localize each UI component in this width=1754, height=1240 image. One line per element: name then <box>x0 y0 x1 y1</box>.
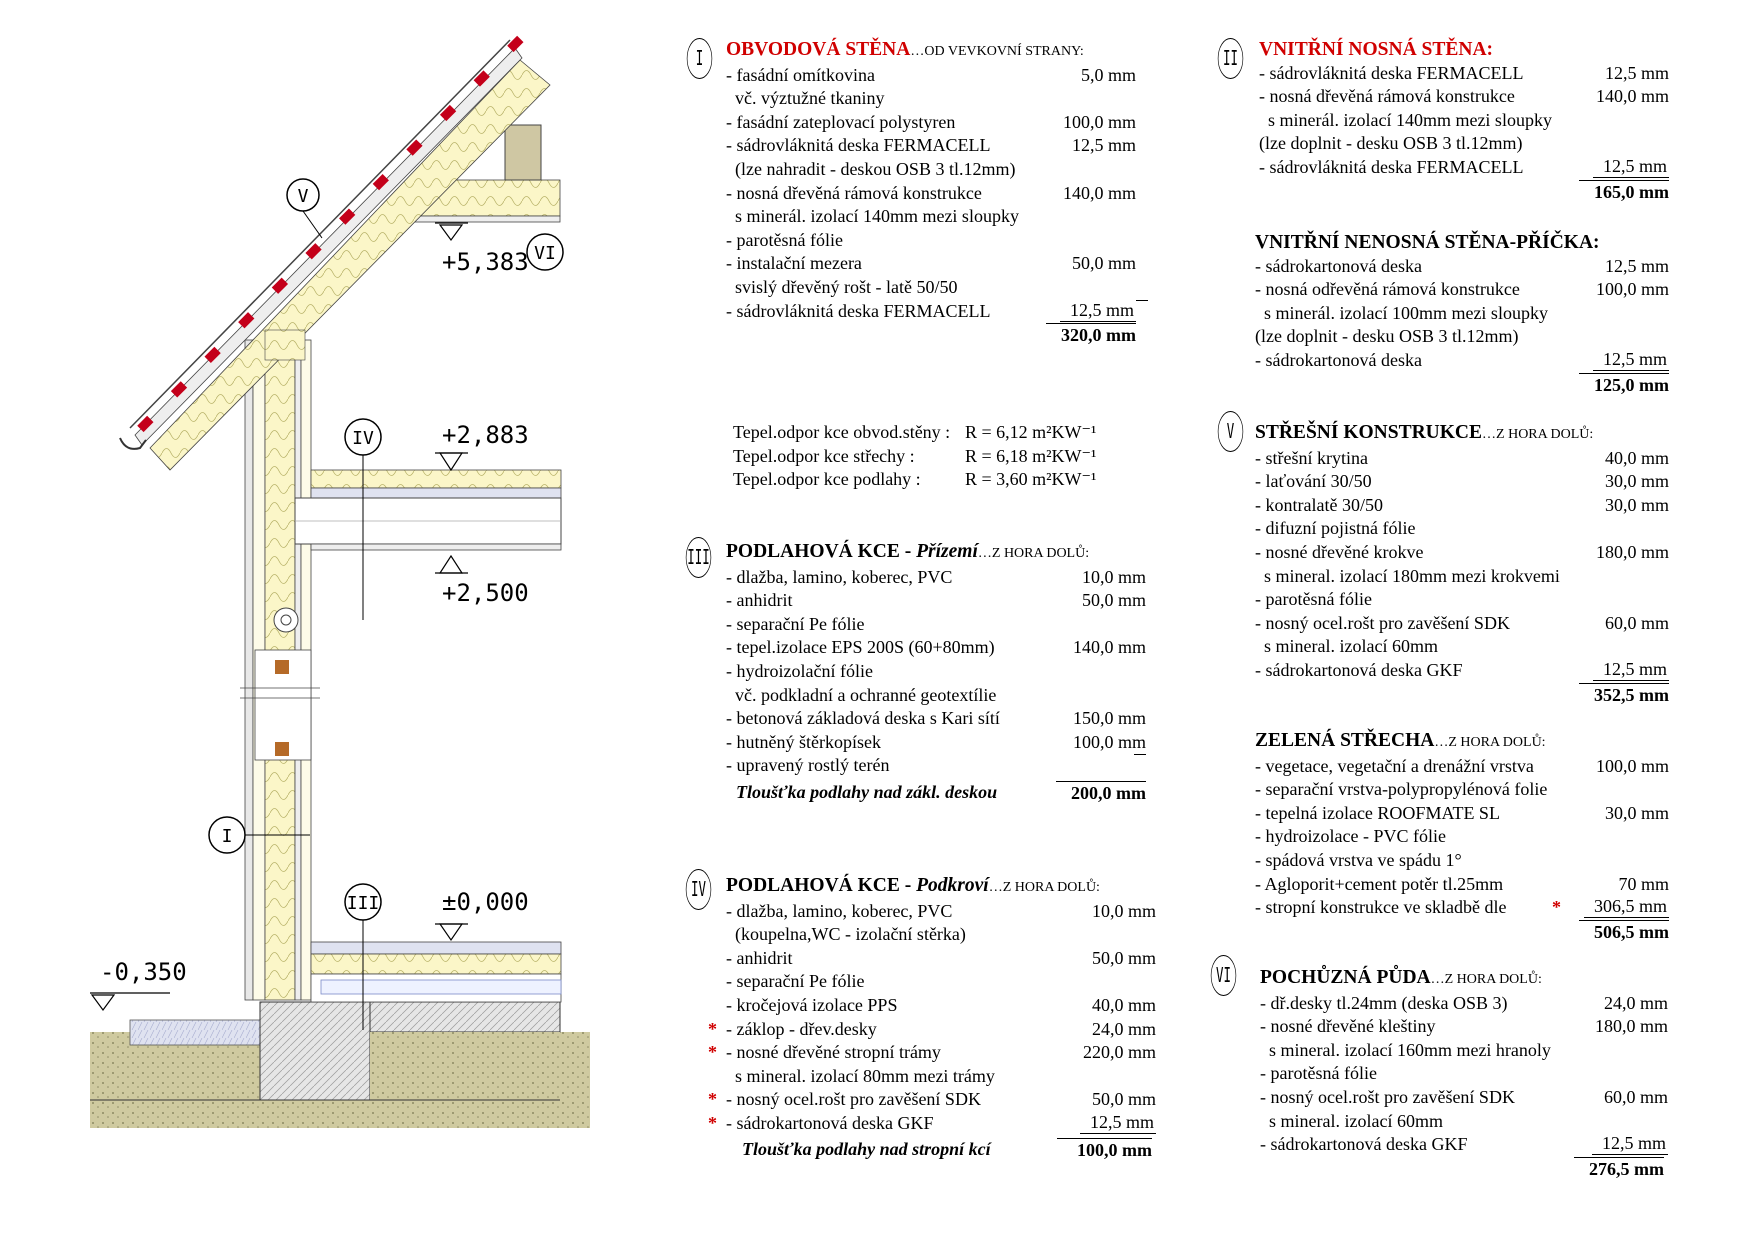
total-row: 506,5 mm <box>1255 920 1679 944</box>
layer-name: - nosná dřevěná rámová konstrukce <box>726 182 982 203</box>
layer-thickness: 60,0 mm <box>1603 1086 1668 1107</box>
layer-name: - parotěsná fólie <box>1255 589 1372 610</box>
layer-thickness: 40,0 mm <box>1604 447 1669 468</box>
ground-floor-slab <box>311 942 561 1002</box>
layer-thickness: 306,5 mm <box>1584 896 1669 918</box>
layer-row <box>1259 85 1679 109</box>
layer-thickness: 40,0 mm <box>1091 994 1156 1015</box>
layer-thickness: 30,0 mm <box>1604 802 1669 823</box>
total-row: 276,5 mm <box>1260 1157 1678 1181</box>
layer-name: s minerál. izolací 140mm mezi sloupky <box>1259 109 1552 130</box>
note-asterisk: * <box>708 1089 717 1110</box>
layer-name: - sádrokartonová deska <box>1255 255 1422 276</box>
layer-row <box>708 1088 1166 1112</box>
layer-row <box>726 111 1146 135</box>
section-title: VNITŘNÍ NENOSNÁ STĚNA-PŘÍČKA: <box>1255 232 1600 253</box>
layer-thickness: 12,5 mm <box>1060 300 1136 322</box>
layer-thickness: 70 mm <box>1618 873 1669 894</box>
layer-thickness: 12,5 mm <box>1080 1112 1156 1134</box>
layer-name: - upravený rostlý terén <box>726 755 890 776</box>
layer-row <box>1255 255 1679 279</box>
layer-thickness: 10,0 mm <box>1091 900 1156 921</box>
layer-thickness: 30,0 mm <box>1604 471 1669 492</box>
section-title: PODLAHOVÁ KCE - Podkroví…Z HORA DOLŮ: <box>726 875 1100 896</box>
layer-row <box>726 613 1156 637</box>
svg-text:IV: IV <box>352 428 374 449</box>
svg-text:-0,350: -0,350 <box>100 958 187 986</box>
layer-thickness: 5,0 mm <box>1080 64 1136 85</box>
layer-thickness: 180,0 mm <box>1594 1016 1668 1037</box>
layer-name: - dlažba, lamino, koberec, PVC <box>726 566 953 587</box>
layer-thickness: 50,0 mm <box>1081 590 1146 611</box>
layer-thickness: 12,5 mm <box>1593 156 1669 178</box>
section-title: PODLAHOVÁ KCE - Přízemí…Z HORA DOLŮ: <box>726 541 1090 562</box>
layer-name: - separační Pe fólie <box>726 971 865 992</box>
layer-row <box>1255 470 1679 494</box>
layer-thickness: 50,0 mm <box>1091 1089 1156 1110</box>
section-roof <box>1255 421 1679 706</box>
layer-row <box>1259 132 1679 156</box>
layer-name: - anhidrit <box>726 590 793 611</box>
layer-thickness: 12,5 mm <box>1593 349 1669 371</box>
layer-name: - nosný ocel.rošt pro zavěšení SDK <box>1255 612 1510 633</box>
layer-name: - kročejová izolace PPS <box>726 994 898 1015</box>
layer-row <box>726 87 1146 111</box>
layer-row <box>726 276 1146 300</box>
layer-row <box>1255 302 1679 326</box>
level-0000 <box>435 888 529 940</box>
layer-row <box>726 660 1156 684</box>
layer-thickness: 24,0 mm <box>1603 992 1668 1013</box>
layer-thickness: 220,0 mm <box>1082 1042 1156 1063</box>
layer-row <box>1255 896 1679 920</box>
layer-name: - nosné dřevěné kleštiny <box>1260 1016 1436 1037</box>
layer-name: - nosné dřevěné stropní trámy <box>726 1042 941 1063</box>
ground <box>90 1002 590 1128</box>
layer-name: - kontralatě 30/50 <box>1255 494 1383 515</box>
layer-name: - sádrokartonová deska GKF <box>1255 659 1463 680</box>
layer-row <box>1255 494 1679 518</box>
layer-name: - anhidrit <box>726 947 793 968</box>
section-title: VNITŘNÍ NOSNÁ STĚNA: <box>1259 39 1494 60</box>
layer-name: - záklop - dřev.desky <box>726 1018 877 1039</box>
exterior-wall <box>240 340 320 1000</box>
level-5383 <box>435 223 529 276</box>
thermal-label: Tepel.odpor kce podlahy : <box>733 469 921 490</box>
layer-row <box>726 994 1166 1018</box>
layer-name: svislý dřevěný rošt - latě 50/50 <box>726 276 958 297</box>
layer-row <box>726 229 1146 253</box>
layer-name: - vegetace, vegetační a drenážní vrstva <box>1255 755 1534 776</box>
layer-row <box>1255 588 1679 612</box>
layer-name: - parotěsná fólie <box>726 229 843 250</box>
layer-thickness: 12,5 mm <box>1593 659 1669 681</box>
note-asterisk: * <box>708 1042 717 1063</box>
layer-row <box>726 707 1156 731</box>
layer-thickness <box>1134 754 1146 755</box>
section-drawing <box>90 30 670 1220</box>
layer-row <box>1255 325 1679 349</box>
layer-name: - sádrokartonová deska GKF <box>726 1112 934 1133</box>
svg-text:V: V <box>297 186 309 207</box>
layer-name: - dř.desky tl.24mm (deska OSB 3) <box>1260 992 1508 1013</box>
roof-tile <box>507 36 523 52</box>
layer-row <box>1255 349 1679 373</box>
section-II-marker: II <box>1218 38 1243 79</box>
layer-thickness: 140,0 mm <box>1062 182 1136 203</box>
layer-row <box>1260 1015 1678 1039</box>
layer-thickness: 100,0 mm <box>1595 279 1669 300</box>
upper-floor-slab <box>295 470 561 550</box>
layer-name: - parotěsná fólie <box>1260 1063 1377 1084</box>
layer-name: - nosný ocel.rošt pro zavěšení SDK <box>726 1089 981 1110</box>
layer-name: - spádová vrstva ve spádu 1° <box>1255 849 1462 870</box>
note-asterisk: * <box>1552 897 1561 918</box>
layer-row <box>726 134 1146 158</box>
layer-thickness: 100,0 mm <box>1072 731 1146 752</box>
thermal-row <box>733 445 1153 469</box>
layer-thickness: 12,5 mm <box>1604 255 1669 276</box>
thermal-value: R = 3,60 m²KW⁻¹ <box>965 469 1097 490</box>
svg-text:+2,883: +2,883 <box>442 421 529 449</box>
svg-text:III: III <box>346 893 380 914</box>
layer-row <box>1255 659 1679 683</box>
layer-name: - Agloporit+cement potěr tl.25mm <box>1255 873 1504 894</box>
thermal-row <box>733 421 1153 445</box>
layer-name: s mineral. izolací 160mm mezi hranoly <box>1260 1039 1551 1060</box>
layer-row <box>726 566 1156 590</box>
layer-thickness: 100,0 mm <box>1062 111 1136 132</box>
layer-name: s mineral. izolací 80mm mezi trámy <box>726 1065 995 1086</box>
layer-row <box>726 205 1146 229</box>
layer-row <box>1255 755 1679 779</box>
layer-row <box>1260 1086 1678 1110</box>
layer-name: vč. výztužné tkaniny <box>726 88 885 109</box>
roof-tiles <box>137 36 523 432</box>
section-VI-marker: VI <box>1211 955 1236 996</box>
layer-row <box>708 1041 1166 1065</box>
layer-row <box>726 947 1166 971</box>
thermal-value: R = 6,18 m²KW⁻¹ <box>965 445 1097 466</box>
layer-name: - separační Pe fólie <box>726 613 865 634</box>
layer-name: s mineral. izolací 180mm mezi krokvemi <box>1255 565 1560 586</box>
layer-row <box>1255 635 1679 659</box>
layer-name: - instalační mezera <box>726 253 862 274</box>
section-I-marker: I <box>687 38 712 79</box>
layer-thickness: 12,5 mm <box>1604 62 1669 83</box>
svg-text:+5,383: +5,383 <box>442 248 529 276</box>
layer-row <box>708 1111 1166 1136</box>
section-partition-wall <box>1255 231 1679 396</box>
layer-thickness: 50,0 mm <box>1071 253 1136 274</box>
layer-name: - fasádní omítkovina <box>726 64 875 85</box>
total-row: 320,0 mm <box>726 323 1146 347</box>
layer-name: s mineral. izolací 60mm <box>1255 636 1438 657</box>
layer-name: - sádrokartonová deska <box>1255 349 1422 370</box>
layer-thickness: 140,0 mm <box>1595 86 1669 107</box>
layer-row <box>726 636 1156 660</box>
layer-row <box>726 754 1156 778</box>
layer-name: - tepelná izolace ROOFMATE SL <box>1255 802 1500 823</box>
total-row: Tloušťka podlahy nad zákl. deskou 200,0 mm <box>726 781 1156 805</box>
layer-name: - nosný ocel.rošt pro zavěšení SDK <box>1260 1086 1515 1107</box>
svg-text:+2,500: +2,500 <box>442 579 529 607</box>
layer-name: - laťování 30/50 <box>1255 471 1372 492</box>
layer-name: - hydroizolační fólie <box>726 660 873 681</box>
layer-row <box>726 1065 1166 1089</box>
section-ground-floor <box>726 540 1156 805</box>
layer-row <box>1255 541 1679 565</box>
total-row: 125,0 mm <box>1255 373 1679 397</box>
layer-thickness: 12,5 mm <box>1071 135 1136 156</box>
thermal-resistance <box>733 421 1153 492</box>
layer-name: (lze nahradit - deskou OSB 3 tl.12mm) <box>726 158 1016 179</box>
layer-row <box>1255 778 1679 802</box>
layer-row <box>1255 802 1679 826</box>
layer-name: s minerál. izolací 100mm mezi sloupky <box>1255 302 1548 323</box>
layer-name: - sádrovláknitá deska FERMACELL <box>726 300 991 321</box>
layer-row <box>726 252 1146 276</box>
layer-row <box>1255 612 1679 636</box>
layer-name: - nosné dřevěné krokve <box>1255 541 1424 562</box>
layer-row <box>726 589 1156 613</box>
layer-name: - nosná odřevěná rámová konstrukce <box>1255 279 1520 300</box>
layer-row <box>726 158 1146 182</box>
layer-row <box>726 970 1166 994</box>
layer-name: - difuzní pojistná fólie <box>1255 518 1416 539</box>
layer-name: - stropní konstrukce ve skladbě dle <box>1255 897 1507 918</box>
thermal-row <box>733 468 1153 492</box>
svg-text:±0,000: ±0,000 <box>442 888 529 916</box>
section-IV-marker: IV <box>686 869 711 910</box>
layer-row <box>1260 1110 1678 1134</box>
layer-row <box>1260 1039 1678 1063</box>
layer-row <box>1260 992 1678 1016</box>
section-title: OBVODOVÁ STĚNA…OD VEVKOVNÍ STRANY: <box>726 39 1084 60</box>
layer-thickness: 30,0 mm <box>1604 494 1669 515</box>
layer-name: - sádrovláknitá deska FERMACELL <box>1259 62 1524 83</box>
marker-V <box>287 179 322 238</box>
layer-name: (koupelna,WC - izolační stěrka) <box>726 924 966 945</box>
layer-thickness: 140,0 mm <box>1072 637 1146 658</box>
layer-name: - sádrokartonová deska GKF <box>1260 1134 1468 1155</box>
total-row: 165,0 mm <box>1259 180 1679 204</box>
section-title: ZELENÁ STŘECHA…Z HORA DOLŮ: <box>1255 730 1546 751</box>
layer-name: vč. podkladní a ochranné geotextílie <box>726 684 997 705</box>
layer-row <box>1255 825 1679 849</box>
layer-thickness: 60,0 mm <box>1604 612 1669 633</box>
layer-row <box>726 182 1146 206</box>
layer-row <box>726 64 1146 88</box>
layer-name: - sádrovláknitá deska FERMACELL <box>1259 156 1524 177</box>
layer-name: - hutněný štěrkopísek <box>726 731 881 752</box>
thermal-value: R = 6,12 m²KW⁻¹ <box>965 422 1097 442</box>
total-row: 352,5 mm <box>1255 683 1679 707</box>
layer-name: - sádrovláknitá deska FERMACELL <box>726 135 991 156</box>
layer-thickness: 10,0 mm <box>1081 566 1146 587</box>
layer-name: s minerál. izolací 140mm mezi sloupky <box>726 206 1019 227</box>
layer-name: - betonová základová deska s Kari sítí <box>726 708 1000 729</box>
note-asterisk: * <box>708 1018 717 1039</box>
section-interior-bearing-wall <box>1259 38 1679 203</box>
layer-name: - nosná dřevěná rámová konstrukce <box>1259 86 1515 107</box>
level-0350 <box>90 958 187 1010</box>
layer-row <box>1255 447 1679 471</box>
note-asterisk: * <box>708 1112 717 1133</box>
layer-thickness: 100,0 mm <box>1595 755 1669 776</box>
layer-row <box>1259 62 1679 86</box>
thermal-label: Tepel.odpor kce obvod.stěny : <box>733 422 951 442</box>
layer-name: - separační vrstva-polypropylénová folie <box>1255 779 1548 800</box>
layer-thickness: 150,0 mm <box>1072 708 1146 729</box>
layer-row <box>726 731 1156 755</box>
layer-name: (lze doplnit - desku OSB 3 tl.12mm) <box>1255 326 1519 347</box>
layer-row <box>1255 849 1679 873</box>
level-2500 <box>435 556 529 607</box>
layer-row <box>726 300 1146 324</box>
marker-VI <box>527 234 563 270</box>
layer-name: - fasádní zateplovací polystyren <box>726 111 956 132</box>
layer-name: - hydroizolace - PVC fólie <box>1255 826 1446 847</box>
level-2883 <box>435 421 529 470</box>
layer-row <box>1255 517 1679 541</box>
layer-thickness: 180,0 mm <box>1595 541 1669 562</box>
layer-name: - tepel.izolace EPS 200S (60+80mm) <box>726 637 995 658</box>
layer-row <box>726 900 1166 924</box>
thermal-label: Tepel.odpor kce střechy : <box>733 445 915 466</box>
layer-row <box>1255 565 1679 589</box>
layer-name: s mineral. izolací 60mm <box>1260 1110 1443 1131</box>
layer-thickness: 12,5 mm <box>1592 1133 1668 1155</box>
section-III-marker: III <box>686 537 711 578</box>
layer-thickness: 24,0 mm <box>1091 1018 1156 1039</box>
layer-row <box>1255 278 1679 302</box>
svg-text:VI: VI <box>534 243 556 264</box>
section-title: STŘEŠNÍ KONSTRUKCE…Z HORA DOLŮ: <box>1255 422 1594 443</box>
section-attic-floor <box>708 874 1166 1161</box>
layer-row <box>726 684 1156 708</box>
section-walkable-attic <box>1260 966 1678 1180</box>
section-exterior-wall <box>726 38 1146 347</box>
layer-row <box>1255 873 1679 897</box>
layer-row <box>1260 1133 1678 1157</box>
svg-text:I: I <box>221 826 233 847</box>
layer-name: (lze doplnit - desku OSB 3 tl.12mm) <box>1259 133 1523 154</box>
section-title: POCHŮZNÁ PŮDA…Z HORA DOLŮ: <box>1260 967 1542 988</box>
section-green-roof <box>1255 729 1679 943</box>
layer-name: - střešní krytina <box>1255 447 1368 468</box>
layer-row <box>1259 109 1679 133</box>
layer-row <box>708 1018 1166 1042</box>
section-V-marker: V <box>1218 411 1243 452</box>
layer-row <box>726 923 1166 947</box>
total-row: Tloušťka podlahy nad stropní kcí 100,0 mm <box>726 1138 1166 1162</box>
layer-thickness: 50,0 mm <box>1091 947 1156 968</box>
layer-name: - dlažba, lamino, koberec, PVC <box>726 900 953 921</box>
layer-row <box>1259 156 1679 180</box>
layer-row <box>1260 1062 1678 1086</box>
